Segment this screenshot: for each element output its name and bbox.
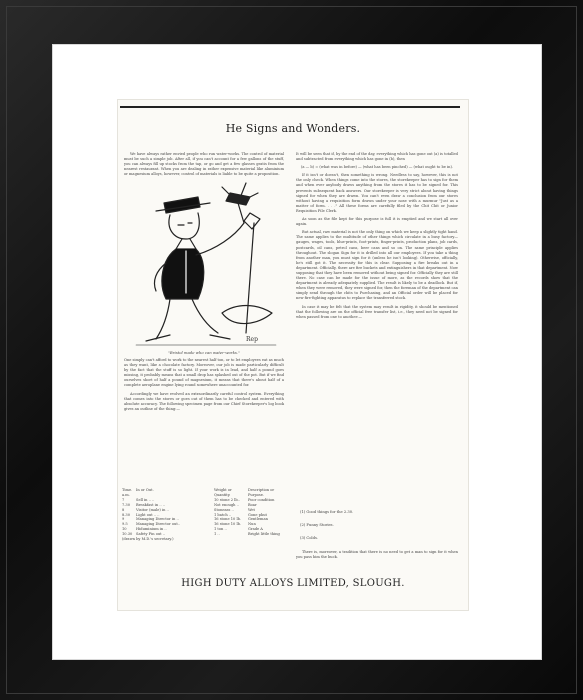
table-cell: 10 [122, 527, 127, 532]
table-cell: Hiduminium in .. [136, 527, 167, 532]
top-rule [120, 106, 460, 108]
table-cell: Stoneass .. [214, 507, 234, 512]
table-header: Description or Purpose. [248, 488, 275, 497]
table-cell: 9 [122, 517, 125, 522]
table-cell: Boar [248, 502, 257, 507]
table-cell: Managing Director in .. [136, 517, 179, 522]
right-paragraph: It will be seen that if, by the end of the day, everything which has gone out (a) is totalled and subtracted from everything which has gone in (b), then [296, 152, 458, 162]
free-transfer-item: (1) Good things for the 2.30. [300, 510, 354, 514]
table-cell: 1 ton .. [214, 527, 227, 532]
right-paragraph: But actual, raw material is not the only thing on which we keep a slightly tight hand. The same applies to the multitude of other things which circulate in a busy factory—gauges, wages, tools, blue-prints, foot-prints, finger-prints, production plans, job cards, postcards, oil cans, petrol cans, beer cans and so on. The same principle applies throughout. The slogan Sign for it is drilled into all our employees. If you take a thing from another man, you must sign for it (unless he isn't looking). Otherwise, officially, he's still got it. The necessity for this is clear. Supposing a fire breaks out in a department. Officially, there are fire buckets and extinguishers in that department. Now supposing that they have been removed without being signed for. Officially they are still there. No case can be made for the issue of more, as the records show that the department is already adequately supplied. The result is likely to be a deadlock. But if, when they were removed, they were signed for, then the foreman of the department can simply send through the chits to Purchasing, and an Official order will be placed for new fire-fighting apparatus to replace the transferred stock. [296, 230, 458, 301]
cartoon-caption: "Bristol made who can water-works." [168, 350, 240, 355]
table-cell: Visitor (male) in .. [136, 507, 169, 512]
log-book-table [122, 488, 282, 542]
table-cell: Bright little thing [248, 532, 280, 537]
table-cell: Sell in .. .. [136, 497, 155, 502]
table-cell: Breakfast in .. .. [136, 502, 166, 507]
table-cell: 8 [122, 507, 125, 512]
table-cell: Grade A [248, 527, 263, 532]
table-cell: Managing Director out.. [136, 522, 181, 527]
svg-text:Rep: Rep [246, 336, 258, 343]
table-cell: Not enough .. [214, 502, 239, 507]
right-final-column [296, 550, 458, 563]
left-paragraph: One simply can't afford to work to the nearest half ton, or to let employees eat as much as they want, like a chocolate factory. Moreover, our job is made particularly difficult by the fact that the stuff is so light. If your work is in lead, and half a pound goes missing, it probably means that a small drop has splashed out of the pot. But if we find ourselves short of half a pound of magnesium, it means that there's about half of a complete aeroplane engine lying round somewhere unaccounted for. [124, 358, 284, 388]
table-cell: Nun [248, 522, 256, 527]
table-cell: 8.30 [122, 512, 131, 517]
left-intro-paragraph: We have always rather envied people who run water-works. The control of material must be such a simple job. After all, if you can't account for a few gallons of the stuff, you can always fill up stocks from the tap, or go and get a few glasses gratis from the nearest restaurant. When you are dealing in rather expensive material like aluminium or magnesium alloys, however, control of materials is liable to be quite a proposition. [124, 152, 284, 177]
table-cell: 7.30 [122, 502, 131, 507]
table-cell: 1 batch .. [214, 512, 232, 517]
free-transfer-item: (3) Colds. [300, 536, 319, 540]
table-cell: Light out .. .. [136, 512, 160, 517]
table-header: In or Out. [136, 488, 154, 492]
table-cell: 16 stone 10 lb. [214, 522, 242, 527]
left-paragraph: Accordingly we have evolved an extraordinarily careful control system. Everything that comes into the stores or goes out of them has to be checked and entered with absolute accuracy. The following specimen page from our Chief Storekeeper's log book gives an outline of the thing:— [124, 391, 284, 411]
free-transfer-item: (2) Funny Stories. [300, 523, 334, 527]
company-footer: HIGH DUTY ALLOYS LIMITED, SLOUGH. [181, 578, 405, 589]
cartoon-illustration [126, 163, 282, 353]
right-column [296, 152, 458, 323]
table-cell: Safety Pin out .. [136, 532, 166, 537]
table-cell: Poor condition [248, 497, 275, 502]
table-note-text: (drawn by M.D.'s secretary.) [122, 537, 174, 542]
table-header: Time. a.m. [122, 488, 133, 497]
table-cell: Gentleman [248, 517, 268, 522]
table-cell: 10 stone 2 lb.. [214, 497, 240, 502]
table-cell: Gone phut [248, 512, 267, 517]
right-paragraph: In case it may be felt that the system may result in rigidity, it should be mentioned that the following are on the official free transfer list, i.e., they need not be signed for when passed from one to another:— [296, 304, 458, 319]
table-header-row [122, 488, 282, 498]
table-cell: 1 .. [214, 532, 220, 537]
table-cell: 7 [122, 497, 125, 502]
table-cell: Wet [248, 507, 255, 512]
table-cell: 9.5 [122, 522, 128, 527]
page-title: He Signs and Wonders. [225, 122, 361, 135]
left-after-column [124, 358, 284, 415]
table-cell: 10.30 [122, 532, 133, 537]
right-final-paragraph: There is, moreover, a tradition that there is no need to get a man to sign for it when you pass him the buck. [296, 550, 458, 560]
table-note [122, 537, 282, 542]
right-paragraph: If it isn't or doesn't, then something is wrong. Needless to say, however, this is not the only check. When things come into the stores, the storekeeper has to sign for them and when ever anybody draws anything from the stores it has to be signed for. This prevents subsequent back answers. Our storekeeper is very strict about having things signed for when they are drawn. You can't even draw a conclusion from our stores without having a requisition form drawn under your nose with a murmur "Just as a matter of form. . . ." All these forms are carefully filed by the Chit Chit or Junior Requisition File Clerk. [296, 173, 458, 213]
right-paragraph: As soon as the file kept for this purpose is full it is emptied and we start all over again. [296, 217, 458, 227]
table-header: Weight or Quantity. [214, 488, 232, 497]
equation: (a — b) = (what was in before) — (what has been pinched) — (what ought to be in). [300, 165, 454, 170]
table-cell: 16 stone 10 lb. [214, 517, 242, 522]
